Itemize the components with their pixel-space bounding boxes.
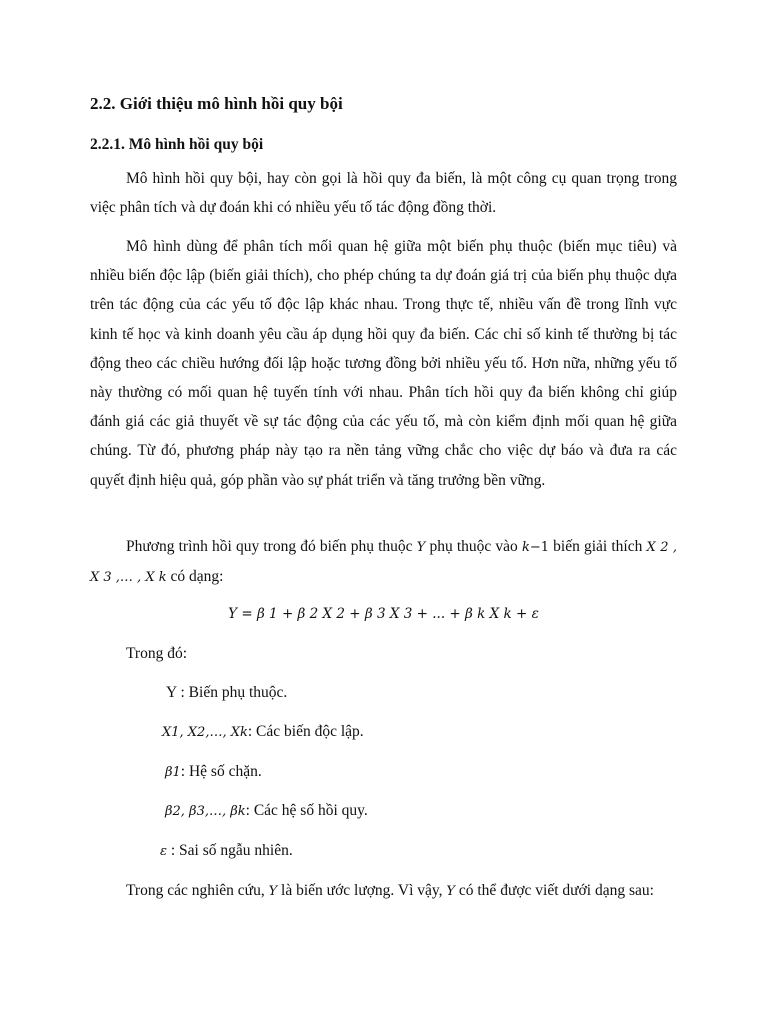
math-symbol-y: Y [268, 884, 278, 899]
paragraph-equation-intro [90, 532, 677, 592]
definition-error [160, 841, 293, 862]
math-symbol-minus-one: −1 [529, 540, 550, 555]
text-run: biến giải thích [549, 538, 647, 555]
definition-text: : Biến phụ thuộc. [176, 684, 288, 701]
paragraph-estimate [90, 876, 677, 906]
definition-text: : Hệ số chặn. [180, 763, 262, 780]
text-run: Trong các nghiên cứu, [126, 882, 269, 899]
definition-coefficients [165, 801, 368, 822]
definition-dependent [166, 683, 287, 703]
definition-text: : Các hệ số hồi quy. [245, 802, 368, 819]
subsection-heading: 2.2.1. Mô hình hồi quy bội [90, 136, 264, 153]
definitions-intro: Trong đó: [126, 645, 188, 662]
regression-equation [90, 604, 677, 624]
math-variable-list: X 2 , X 3 ,… , X k [90, 540, 677, 586]
section-heading: 2.2. Giới thiệu mô hình hồi quy bội [90, 94, 343, 113]
definition-symbol: X1, X2,…, Xk [162, 725, 248, 740]
math-symbol-y: Y [446, 884, 455, 899]
paragraph-intro: Mô hình hồi quy bội, hay còn gọi là hồi quy đa biến, là một công cụ quan trọng trong việc phân tích và dự đoán khi có nhiều yếu tố tác động đồng thời. [90, 170, 677, 217]
text-run: có thể được viết dưới dạng sau: [455, 882, 654, 899]
definition-symbol: β2, β3,…, βk [165, 804, 246, 819]
text-run: có dạng: [166, 568, 224, 586]
equation-text: Y = β 1 + β 2 X 2 + β 3 X 3 + ... + β k X k + ε [228, 606, 539, 622]
text-run: là biến ước lượng. Vì vậy, [277, 882, 447, 899]
text-run: Phương trình hồi quy trong đó biến phụ thuộc [126, 538, 417, 555]
definition-symbol: Y [166, 684, 177, 701]
paragraph-description: Mô hình dùng để phân tích mối quan hệ giữa một biến phụ thuộc (biến mục tiêu) và nhiều biến độc lập (biến giải thích), cho phép chúng ta dự đoán giá trị của biến phụ thuộc dựa trên tác động của các yếu tố độc lập khác nhau. Trong thực tế, nhiều vấn đề trong lĩnh vực kinh tế học và kinh doanh yêu cầu áp dụng hồi quy đa biến. Các chỉ số kinh tế thường bị tác động theo các chiều hướng đối lập hoặc tương đồng bởi nhiều yếu tố. Hơn nữa, những yếu tố này thường có mối quan hệ tuyến tính với nhau. Phân tích hồi quy đa biến không chỉ giúp đánh giá các giả thuyết về sự tác động của các yếu tố, mà còn kiểm định mối quan hệ giữa chúng. Từ đó, phương pháp này tạo ra nền tảng vững chắc cho việc dự báo và đưa ra các quyết định hiệu quả, góp phần vào sự phát triển và tăng trưởng bền vững. [90, 238, 677, 489]
math-symbol-k: k [521, 540, 530, 555]
text-run: phụ thuộc vào [425, 538, 522, 555]
definition-symbol: β1 [165, 765, 181, 780]
definition-symbol: ε [160, 844, 167, 859]
definition-intercept [165, 762, 262, 783]
definition-text: : Các biến độc lập. [247, 723, 364, 740]
math-symbol-y: Y [416, 540, 426, 555]
definition-text: : Sai số ngẫu nhiên. [166, 842, 293, 859]
definition-independent [162, 722, 364, 743]
